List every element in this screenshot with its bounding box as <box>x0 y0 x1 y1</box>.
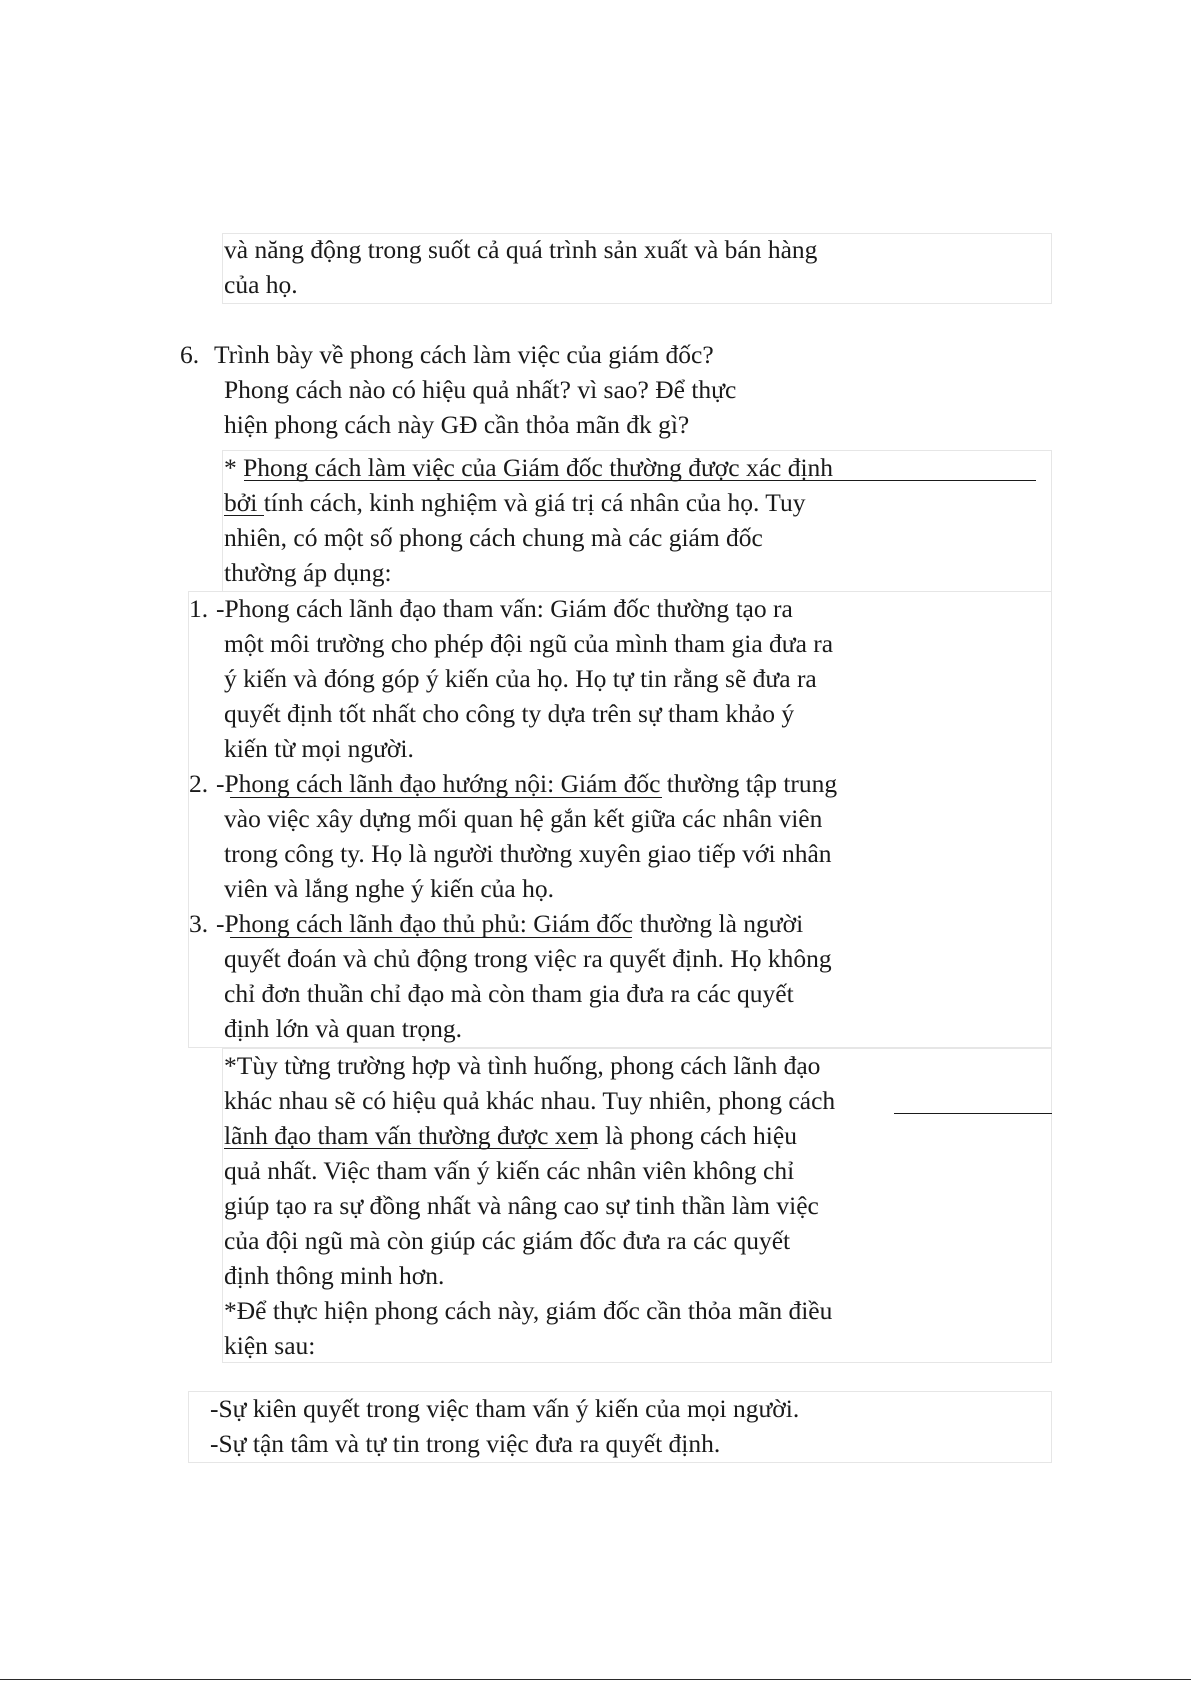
underline-answer-intro-2 <box>224 515 264 516</box>
style-2-line-2: vào việc xây dựng mối quan hệ gắn kết giữa các nhân viên <box>224 804 823 833</box>
style-2-line-3: trong công ty. Họ là người thường xuyên giao tiếp với nhân <box>224 839 832 868</box>
effectiveness-line-6: của đội ngũ mà còn giúp các giám đốc đưa ra các quyết <box>224 1226 791 1255</box>
underline-answer-intro-1 <box>244 480 1036 481</box>
effectiveness-line-9: kiện sau: <box>224 1331 316 1360</box>
question-line-2: Phong cách nào có hiệu quả nhất? vì sao? Để thực <box>224 375 737 404</box>
question-number: 6. <box>180 340 200 369</box>
effectiveness-line-7: định thông minh hơn. <box>224 1261 445 1290</box>
condition-1: -Sự kiên quyết trong việc tham vấn ý kiến của mọi người. <box>210 1394 800 1423</box>
style-2-line-1: -Phong cách lãnh đạo hướng nội: Giám đốc thường tập trung <box>216 769 838 798</box>
style-1-line-4: quyết định tốt nhất cho công ty dựa trên sự tham khảo ý <box>224 699 795 728</box>
style-3-line-2: quyết đoán và chủ động trong việc ra quyết định. Họ không <box>224 944 832 973</box>
style-3-line-4: định lớn và quan trọng. <box>224 1014 462 1043</box>
continuation-line-1: và năng động trong suốt cả quá trình sản xuất và bán hàng <box>224 235 818 264</box>
effectiveness-line-1: *Tùy từng trường hợp và tình huống, phong cách lãnh đạo <box>224 1051 821 1080</box>
answer-intro-line-3: nhiên, có một số phong cách chung mà các giám đốc <box>224 523 763 552</box>
answer-intro-line-4: thường áp dụng: <box>224 558 392 587</box>
style-1-line-5: kiến từ mọi người. <box>224 734 414 763</box>
style-3-line-3: chỉ đơn thuần chỉ đạo mà còn tham gia đưa ra các quyết <box>224 979 794 1008</box>
underline-effectiveness-1 <box>894 1113 1052 1114</box>
style-2-line-4: viên và lắng nghe ý kiến của họ. <box>224 874 554 903</box>
answer-intro-line-2: bởi tính cách, kinh nghiệm và giá trị cá nhân của họ. Tuy <box>224 488 806 517</box>
answer-intro-line-1: * Phong cách làm việc của Giám đốc thường được xác định <box>224 453 834 482</box>
style-3-line-1: -Phong cách lãnh đạo thủ phủ: Giám đốc thường là người <box>216 909 804 938</box>
question-line-1: Trình bày về phong cách làm việc của giám đốc? <box>214 340 714 369</box>
underline-effectiveness-2 <box>224 1148 588 1149</box>
continuation-line-2: của họ. <box>224 270 298 299</box>
style-3-number: 3. <box>189 909 209 938</box>
underline-style-2 <box>230 797 662 798</box>
style-1-line-2: một môi trường cho phép đội ngũ của mình tham gia đưa ra <box>224 629 834 658</box>
question-line-3: hiện phong cách này GĐ cần thỏa mãn đk gì? <box>224 410 690 439</box>
underline-style-3 <box>230 937 632 938</box>
effectiveness-line-3: lãnh đạo tham vấn thường được xem là phong cách hiệu <box>224 1121 797 1150</box>
style-1-line-1: -Phong cách lãnh đạo tham vấn: Giám đốc thường tạo ra <box>216 594 793 623</box>
effectiveness-line-5: giúp tạo ra sự đồng nhất và nâng cao sự tinh thần làm việc <box>224 1191 819 1220</box>
effectiveness-line-8: *Để thực hiện phong cách này, giám đốc cần thỏa mãn điều <box>224 1296 833 1325</box>
effectiveness-line-2: khác nhau sẽ có hiệu quả khác nhau. Tuy nhiên, phong cách <box>224 1086 836 1115</box>
style-2-number: 2. <box>189 769 209 798</box>
effectiveness-line-4: quả nhất. Việc tham vấn ý kiến các nhân viên không chỉ <box>224 1156 795 1185</box>
style-1-line-3: ý kiến và đóng góp ý kiến của họ. Họ tự tin rằng sẽ đưa ra <box>224 664 817 693</box>
style-1-number: 1. <box>189 594 209 623</box>
page-bottom-rule <box>0 1679 1191 1680</box>
condition-2: -Sự tận tâm và tự tin trong việc đưa ra quyết định. <box>210 1429 721 1458</box>
